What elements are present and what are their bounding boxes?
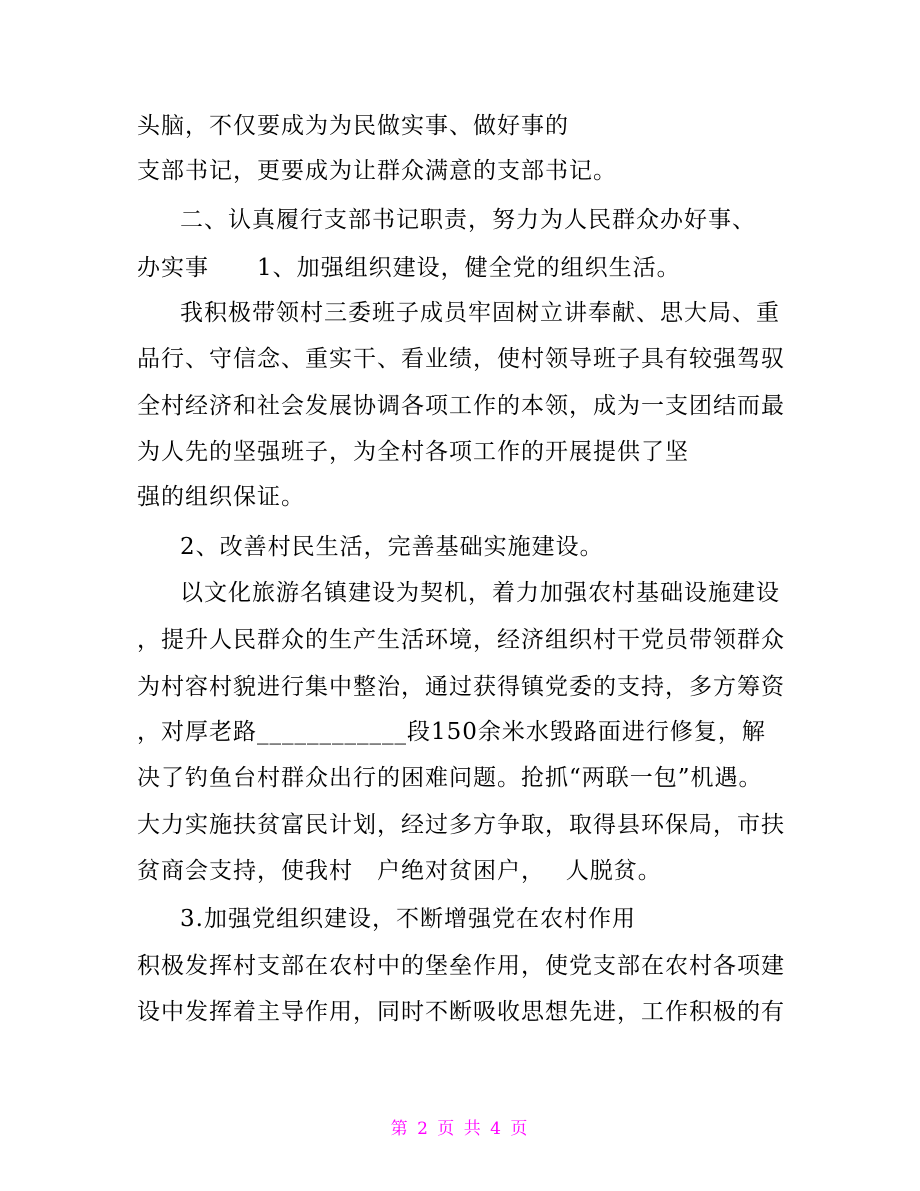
- section-heading: 办实事 1、加强组织建设，健全党的组织生活。: [137, 255, 681, 281]
- page-number-footer: 第 2 页 共 4 页: [390, 1119, 530, 1139]
- section-heading: 3.加强党组织建设，不断增强党在农村作用: [180, 906, 636, 932]
- text-line: 为村容村貌进行集中整治，通过获得镇党委的支持，多方筹资: [137, 674, 785, 700]
- text-line: 大力实施扶贫富民计划，经过多方争取，取得县环保局，市扶: [137, 812, 785, 838]
- text-line: 支部书记，更要成为让群众满意的支部书记。: [137, 158, 617, 184]
- text-line: 设中发挥着主导作用，同时不断吸收思想先进，工作积极的有: [137, 999, 785, 1025]
- text-line: 品行、守信念、重实干、看业绩，使村领导班子具有较强驾驭: [137, 346, 785, 372]
- text-line: 我积极带领村三委班子成员牢固树立讲奉献、思大局、重: [180, 300, 780, 326]
- text-line: 强的组织保证。: [137, 484, 305, 510]
- text-line: 为人先的坚强班子，为全村各项工作的开展提供了坚: [137, 439, 689, 465]
- text-line: 头脑，不仅要成为为民做实事、做好事的: [137, 113, 569, 139]
- section-heading: 二、认真履行支部书记职责，努力为人民群众办好事、: [180, 207, 756, 233]
- section-heading: 2、改善村民生活，完善基础实施建设。: [180, 534, 604, 560]
- text-line: 贫商会支持，使我村 户绝对贫困户， 人脱贫。: [137, 858, 662, 884]
- text-line: 全村经济和社会发展协调各项工作的本领，成为一支团结而最: [137, 393, 785, 419]
- text-line: 以文化旅游名镇建设为契机，着力加强农村基础设施建设: [180, 580, 780, 606]
- text-line: 积极发挥村支部在农村中的堡垒作用，使党支部在农村各项建: [137, 953, 785, 979]
- text-line: ，提升人民群众的生产生活环境，经济组织村干党员带领群众: [137, 627, 785, 653]
- text-line: 决了钓鱼台村群众出行的困难问题。抢抓“两联一包”机遇。: [137, 765, 763, 791]
- text-line: ，对厚老路____________段150余米水毁路面进行修复，解: [137, 719, 766, 745]
